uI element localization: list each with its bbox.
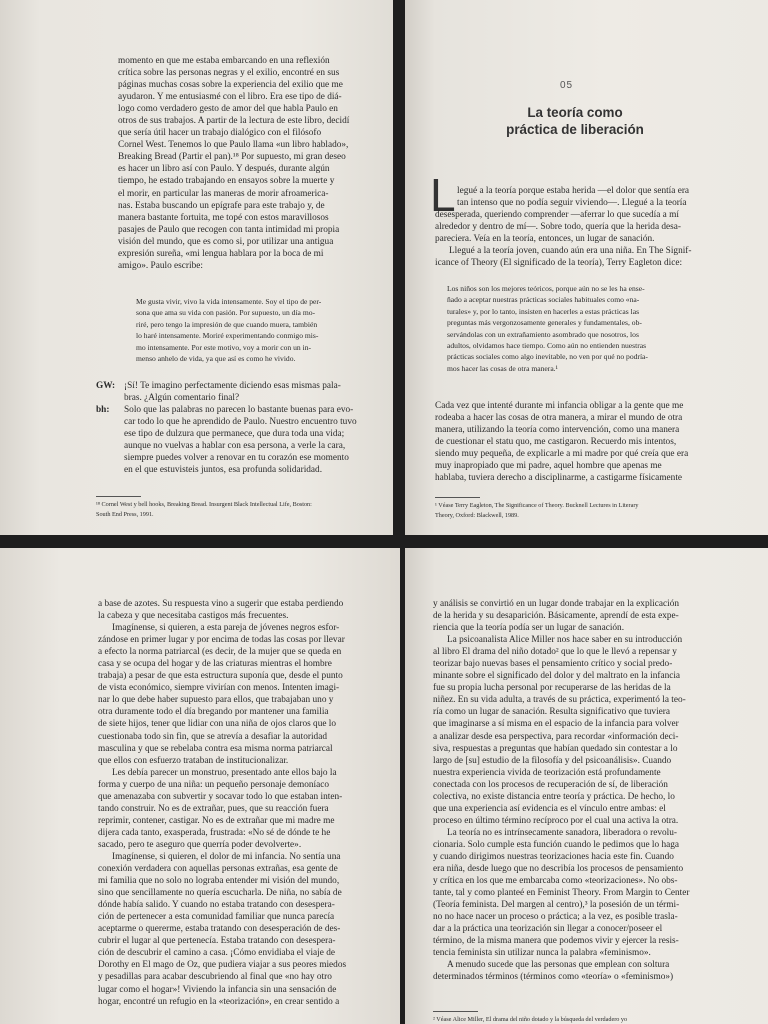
- footnote-rule: [96, 496, 141, 497]
- text-line: La teoría no es intrínsecamente sanadora, liberadora o revolu-: [447, 827, 677, 838]
- text-line: tante, tal y como planteé en Feminist Theory. From Margin to Center: [433, 888, 690, 899]
- text-line: a base de azotes. Su respuesta vino a sugerir que estaba perdiendo: [98, 599, 344, 609]
- text-line: Imagínense, si quieren, a esta pareja de jóvenes negros esfor-: [112, 623, 340, 634]
- spread-gutter-horizontal: [0, 535, 768, 548]
- text-line: forma y cuerpo de una niña: un pequeño personaje demoníaco: [98, 779, 330, 790]
- text-line: Cada vez que intenté durante mi infancia obligar a la gente que me: [435, 401, 684, 411]
- text-line: manera, utilizando la teoría como intervención, como una manera: [435, 425, 680, 436]
- text-line: manera bastante fortuita, me topé con estos maravillosos: [118, 212, 329, 223]
- text-line: icance of Theory (El significado de la teoría), Terry Eagleton dice:: [435, 258, 683, 269]
- text-line: La psicoanalista Alice Miller nos hace saber en su introducción: [447, 635, 683, 646]
- footnote-line: South End Press, 1991.: [96, 510, 154, 518]
- quote-line: Los niños son los mejores teóricos, porque aún no se les ha ense-: [447, 284, 645, 293]
- body-text: [118, 55, 368, 272]
- text-line: largo de [su] estudio de la filosofía y del psicoanálisis». Cuando: [433, 755, 672, 766]
- text-line: lugar como el hogar»! Viviendo la infancia sin una sensación de: [98, 984, 337, 995]
- chapter-number: 05: [560, 80, 574, 91]
- footnote-rule: [433, 1011, 478, 1012]
- quote-line: preguntas más vergonzosamente generales y fundamentales, ob-: [447, 318, 642, 328]
- drop-cap: L: [430, 169, 456, 221]
- text-line: zándose en primer lugar y por encima de todas las cosas por llevar: [98, 635, 345, 646]
- page-top-right: [405, 0, 768, 535]
- dialogue-turn: [96, 380, 368, 404]
- text-line: A menudo sucede que las personas que emplean con soltura: [447, 960, 670, 971]
- text-line: Cornel West. Tenemos lo que Paulo llama «un libro hablado»,: [118, 140, 349, 151]
- text-line: muy inapropiado que mi padre, aquel hombre que apenas me: [435, 461, 662, 472]
- text-line: conexión verdadera con aquellas personas extrañas, esa gente de: [98, 864, 338, 875]
- text-line: tencia feminista sin utilizar nunca la palabra «feminismo».: [433, 948, 651, 959]
- text-line: Dorothy en El mago de Oz, que pudiera viajar a sus peores miedos: [98, 960, 347, 971]
- block-quote: [447, 283, 725, 374]
- text-line: la cabeza y que necesitaba castigos más frecuentes.: [98, 611, 289, 622]
- text-line: casa y se ocupa del hogar y de las criaturas mientras el hombre: [98, 659, 332, 670]
- text-line: ¡Sí! Te imagino perfectamente diciendo esas mismas pala-: [124, 381, 341, 391]
- text-line: y análisis se convirtió en un lugar donde trabajar en la explicación: [433, 599, 680, 609]
- text-line: a efecto la norma patriarcal (es decir, de la mujer que se queda en: [98, 647, 342, 658]
- text-line: ción de descubrir el camino a casa. ¡Cómo envidiaba el viaje de: [98, 948, 335, 959]
- text-line: y crítica en los que me embarcaba como «teorizaciones». No obs-: [433, 876, 678, 887]
- text-line: mi familia que no solo no lograba entender mi visión del mundo,: [98, 876, 340, 887]
- speaker-label: GW:: [96, 381, 116, 391]
- text-line: cionaria. Solo cumple esta función cuando le pedimos que lo haga: [433, 839, 680, 850]
- text-line: aceptarme o quererme, estaba tratando con desesperación de des-: [98, 924, 341, 935]
- page-top-left: [0, 0, 393, 535]
- text-line: de vista económico, siempre vivirían con menos. Intenten imagi-: [98, 683, 340, 694]
- text-line: y pesadillas para acabar descubriendo al final que «no hay otro: [98, 972, 332, 983]
- text-line: (Teoría feminista. Del margen al centro),³ la posesión de un térmi-: [433, 900, 680, 911]
- text-line: momento en que me estaba embarcando en una reflexión: [118, 56, 330, 66]
- text-line: minante sobre el significado del dolor y del maltrato en la infancia: [433, 671, 681, 682]
- text-line: Les debía parecer un monstruo, presentado ante ellos bajo la: [112, 767, 337, 778]
- page-bottom-right: [405, 548, 768, 1024]
- text-line: otra duramente todo el día bregando por mantener una familia: [98, 707, 329, 718]
- text-line: hablaba, tuviera derecho a disciplinarme, a castigarme físicamente: [435, 473, 683, 484]
- quote-line: prácticas sociales como algo inevitable, no ven por qué no podría-: [447, 352, 648, 362]
- text-line: niñez. En su vida adulta, a través de su práctica, experimentó la teo-: [433, 695, 686, 706]
- text-line: cubrir el lugar al que pertenecía. Estaba tratando con desespera-: [98, 936, 336, 947]
- text-line: car todo lo que he aprendido de Paulo. Nuestro encuentro tuvo: [124, 417, 357, 428]
- text-line: cuestionaba todo sin fin, que se atrevía a desafiar la autoridad: [98, 731, 327, 742]
- text-line: sacado, pero te aseguro que querría poder devolverte».: [98, 839, 302, 850]
- speaker-label: bh:: [96, 405, 110, 416]
- text-line: al libro El drama del niño dotado² que lo que le llevó a repensar y: [433, 647, 677, 658]
- text-line: Imagínense, si quieren, el dolor de mi infancia. No sentía una: [112, 851, 341, 862]
- text-line: que imaginarse a sí misma en el espacio de la infancia para volver: [433, 719, 679, 730]
- text-line: ese tipo de dulzura que permanece, que dura toda una vida;: [124, 429, 345, 440]
- text-line: teorizar bajo nuevas bases el pensamiento crítico y social predo-: [433, 659, 673, 670]
- chapter-title: [465, 104, 685, 138]
- text-line: expresión sureña, «mi lengua hablara por la boca de mi: [118, 248, 324, 259]
- text-line: reprimir, contener, castigar. No es de extrañar que mi madre me: [98, 815, 335, 826]
- text-line: dijera cada tanto, exasperada, frustrada: «No sé de dónde te he: [98, 827, 331, 838]
- text-line: masculina y que se rebelaba contra esa misma norma patriarcal: [98, 743, 333, 754]
- quote-line: mo intensamente. Por este motivo, voy a morir con un in-: [136, 342, 312, 352]
- text-line: logo como verdadero gesto de amor del que habla Paulo en: [118, 104, 338, 115]
- text-line: rodeaba a hacer las cosas de otra manera, a mirar el mundo de otra: [435, 413, 683, 424]
- quote-line: Me gusta vivir, vivo la vida intensamente. Soy el tipo de per-: [136, 297, 322, 306]
- text-line: ayudaron. Y me entusiasmé con el libro. Era ese tipo de diá-: [118, 92, 342, 103]
- text-line: crítica sobre las personas negras y el exilio, encontré en sus: [118, 68, 340, 79]
- text-line: de siete hijos, tener que lidiar con una niña de ojos claros que lo: [98, 719, 337, 730]
- text-line: colectiva, no existe distancia entre teoría y práctica. De hecho, lo: [433, 791, 675, 802]
- text-line: que ellos con esfuerzo trataban de institucionalizar.: [98, 755, 289, 766]
- dialogue: [96, 380, 368, 476]
- quote-line: ñado a aceptar nuestras prácticas sociales habituales como «na-: [447, 295, 640, 305]
- text-line: de la herida y su desaparición. Básicamente, aprendí de esta expe-: [433, 611, 679, 622]
- dialogue-turn: [96, 404, 368, 476]
- footnote-line: ¹⁸ Cornel West y bell hooks, Breaking Bread. Insurgent Black Intellectual Life, Boston:: [96, 501, 312, 508]
- text-line: no no hace nacer un proceso o práctica; a la vez, es posible trasla-: [433, 912, 678, 923]
- text-line: otros de sus trabajos. A partir de la lectura de este libro, decidí: [118, 116, 350, 127]
- chapter-title-line: La teoría como: [527, 105, 623, 120]
- text-line: tiempo, he estado trabajando en ensayos sobre la muerte y: [118, 176, 335, 187]
- text-line: fue su propia lucha personal por recuperarse de las heridas de la: [433, 683, 671, 694]
- text-line: Breaking Bread (Partir el pan).¹⁸ Por supuesto, mi gran deseo: [118, 152, 346, 163]
- text-line: hogar, encontré un refugio en la «teorización», en crear sentido a: [98, 996, 340, 1007]
- text-line: nuestra experiencia vivida de teorización está profundamente: [433, 767, 661, 778]
- text-line: alrededor y dentro de mí—. Sobre todo, quería que la herida desa-: [435, 222, 682, 233]
- quote-line: lo haré intensamente. Moriré experimentando conmigo mis-: [136, 331, 319, 341]
- text-line: siva, respuestas a preguntas que habían quedado sin contestar a lo: [433, 743, 678, 754]
- text-line: ción de pertenecer a esta comunidad familiar que nunca parecía: [98, 912, 335, 923]
- text-line: Solo que las palabras no parecen lo bastante buenas para evo-: [124, 405, 354, 416]
- text-line: término, de la misma manera que podemos vivir y ejercer la resis-: [433, 936, 679, 947]
- footnote-line: Theory, Oxford: Blackwell, 1989.: [435, 511, 519, 519]
- quote-line: mos hacer las cosas de otra manera.¹: [447, 363, 558, 373]
- text-line: dónde había salido. Y cuando no estaba tratando con desespera-: [98, 900, 335, 911]
- text-line: visión del mundo, que es como si, por utilizar una antigua: [118, 236, 334, 247]
- quote-line: menso anhelo de vida, ya que así es como he vivido.: [136, 354, 296, 364]
- text-line: conectada con los procesos de recuperación de sí, de liberación: [433, 779, 668, 790]
- chapter-title-line: práctica de liberación: [506, 122, 644, 137]
- text-line: sino que sencillamente no quería escucharla. De niña, no sabía de: [98, 888, 342, 899]
- footnote-line: ¹ Véase Terry Eagleton, The Significance of Theory. Bucknell Lectures in Literary: [435, 502, 639, 509]
- footnote: [435, 501, 733, 520]
- text-line: determinados términos (términos como «teoría» o «feminismo»): [433, 972, 674, 983]
- text-line: es hacer un libro así con Paulo. Y después, durante algún: [118, 164, 330, 175]
- text-line: trabaja) a pesar de que esta estructura suponía que, desde el punto: [98, 671, 343, 682]
- quote-line: adultos, olvidamos hace tiempo. Como aún no entienden nuestras: [447, 341, 647, 351]
- text-line: Llegué a la teoría joven, cuando aún era una niña. En The Signif-: [449, 246, 692, 257]
- text-line: el morir, en particular las maneras de morir afroamerica-: [118, 188, 329, 199]
- text-line: riencia que la teoría podía ser un lugar de sanación.: [433, 623, 625, 634]
- body-text: [98, 598, 368, 1008]
- page-bottom-left: [0, 548, 400, 1024]
- text-line: pasajes de Paulo que recogen con tanta intimidad mi propia: [118, 224, 340, 235]
- text-line: proceso en último término recíproco por el cual una activa la otra.: [433, 815, 679, 826]
- body-text: [433, 598, 735, 984]
- text-line: que sería útil hacer un trabajo dialógico con el filósofo: [118, 128, 322, 139]
- text-line: siendo muy pequeña, de explicarle a mi madre por qué creía que era: [435, 449, 689, 460]
- quote-line: turales» y, por lo tanto, insisten en hacerles a estas prácticas las: [447, 306, 640, 316]
- text-line: pareciera. Veía en la teoría, entonces, un lugar de sanación.: [435, 234, 655, 245]
- text-line: era niña, desde luego que no describía los procesos de pensamiento: [433, 864, 684, 875]
- text-line: ría como un lugar de sanación. Resulta significativo que tuviera: [433, 707, 670, 718]
- text-line: nar lo que debe haber supuesto para ellos, que trabajaban uno y: [98, 695, 334, 706]
- text-line: y cuando dirigimos nuestras teorizaciones hacia este fin. Cuando: [433, 851, 674, 862]
- block-quote: [136, 296, 368, 364]
- text-line: aunque no vuelvas a hablar con esa persona, a verle la cara,: [124, 441, 346, 452]
- body-text: [435, 185, 733, 269]
- footnote-rule: [435, 497, 480, 498]
- text-line: legué a la teoría porque estaba herida —el dolor que sentía era: [457, 186, 690, 196]
- quote-line: riré, pero tengo la impresión de que cuando muera, también: [136, 319, 318, 329]
- text-line: tando construir. No es de extrañar, pues, que su reacción fuera: [98, 803, 329, 814]
- quote-line: servándolas con un extrañamiento asombrado que nosotros, los: [447, 329, 639, 339]
- text-line: desesperada, queriendo comprender —aferrar lo que sucedía a mí: [435, 210, 679, 221]
- text-line: nas. Estaba buscando un epígrafe para este trabajo y, de: [118, 200, 325, 211]
- text-line: amigo». Paulo escribe:: [118, 260, 203, 271]
- text-line: de cuestionar el statu quo, me castigaron. Recuerdo mis intentos,: [435, 437, 677, 448]
- footnote-line: ² Véase Alice Miller, El drama del niño dotado y la búsqueda del verdadero yo: [433, 1016, 628, 1023]
- text-line: bras. ¿Algún comentario final?: [124, 393, 240, 404]
- body-text: [435, 400, 733, 484]
- footnote: [96, 500, 368, 519]
- text-line: que amenazaba con subvertir y socavar todo lo que estaban inten-: [98, 791, 343, 802]
- text-line: a analizar desde esa perspectiva, para recordar «información deci-: [433, 731, 679, 742]
- text-line: tan intenso que no podía seguir viviendo—. Llegué a la teoría: [457, 198, 687, 209]
- text-line: siempre puedes volver a renovar en tu corazón ese momento: [124, 453, 349, 464]
- text-line: dar a la práctica una teorización sin llegar a conocer/poseer el: [433, 924, 663, 935]
- quote-line: sona que ama su vida con pasión. Por supuesto, un día mo-: [136, 308, 316, 318]
- text-line: que una experiencia así evidencia es el vínculo entre ambas: el: [433, 803, 666, 814]
- text-line: en el que estuvisteis juntos, esa profunda solidaridad.: [124, 465, 323, 476]
- text-line: páginas muchas cosas sobre la experiencia del exilio que me: [118, 80, 343, 91]
- footnote: [433, 1015, 735, 1024]
